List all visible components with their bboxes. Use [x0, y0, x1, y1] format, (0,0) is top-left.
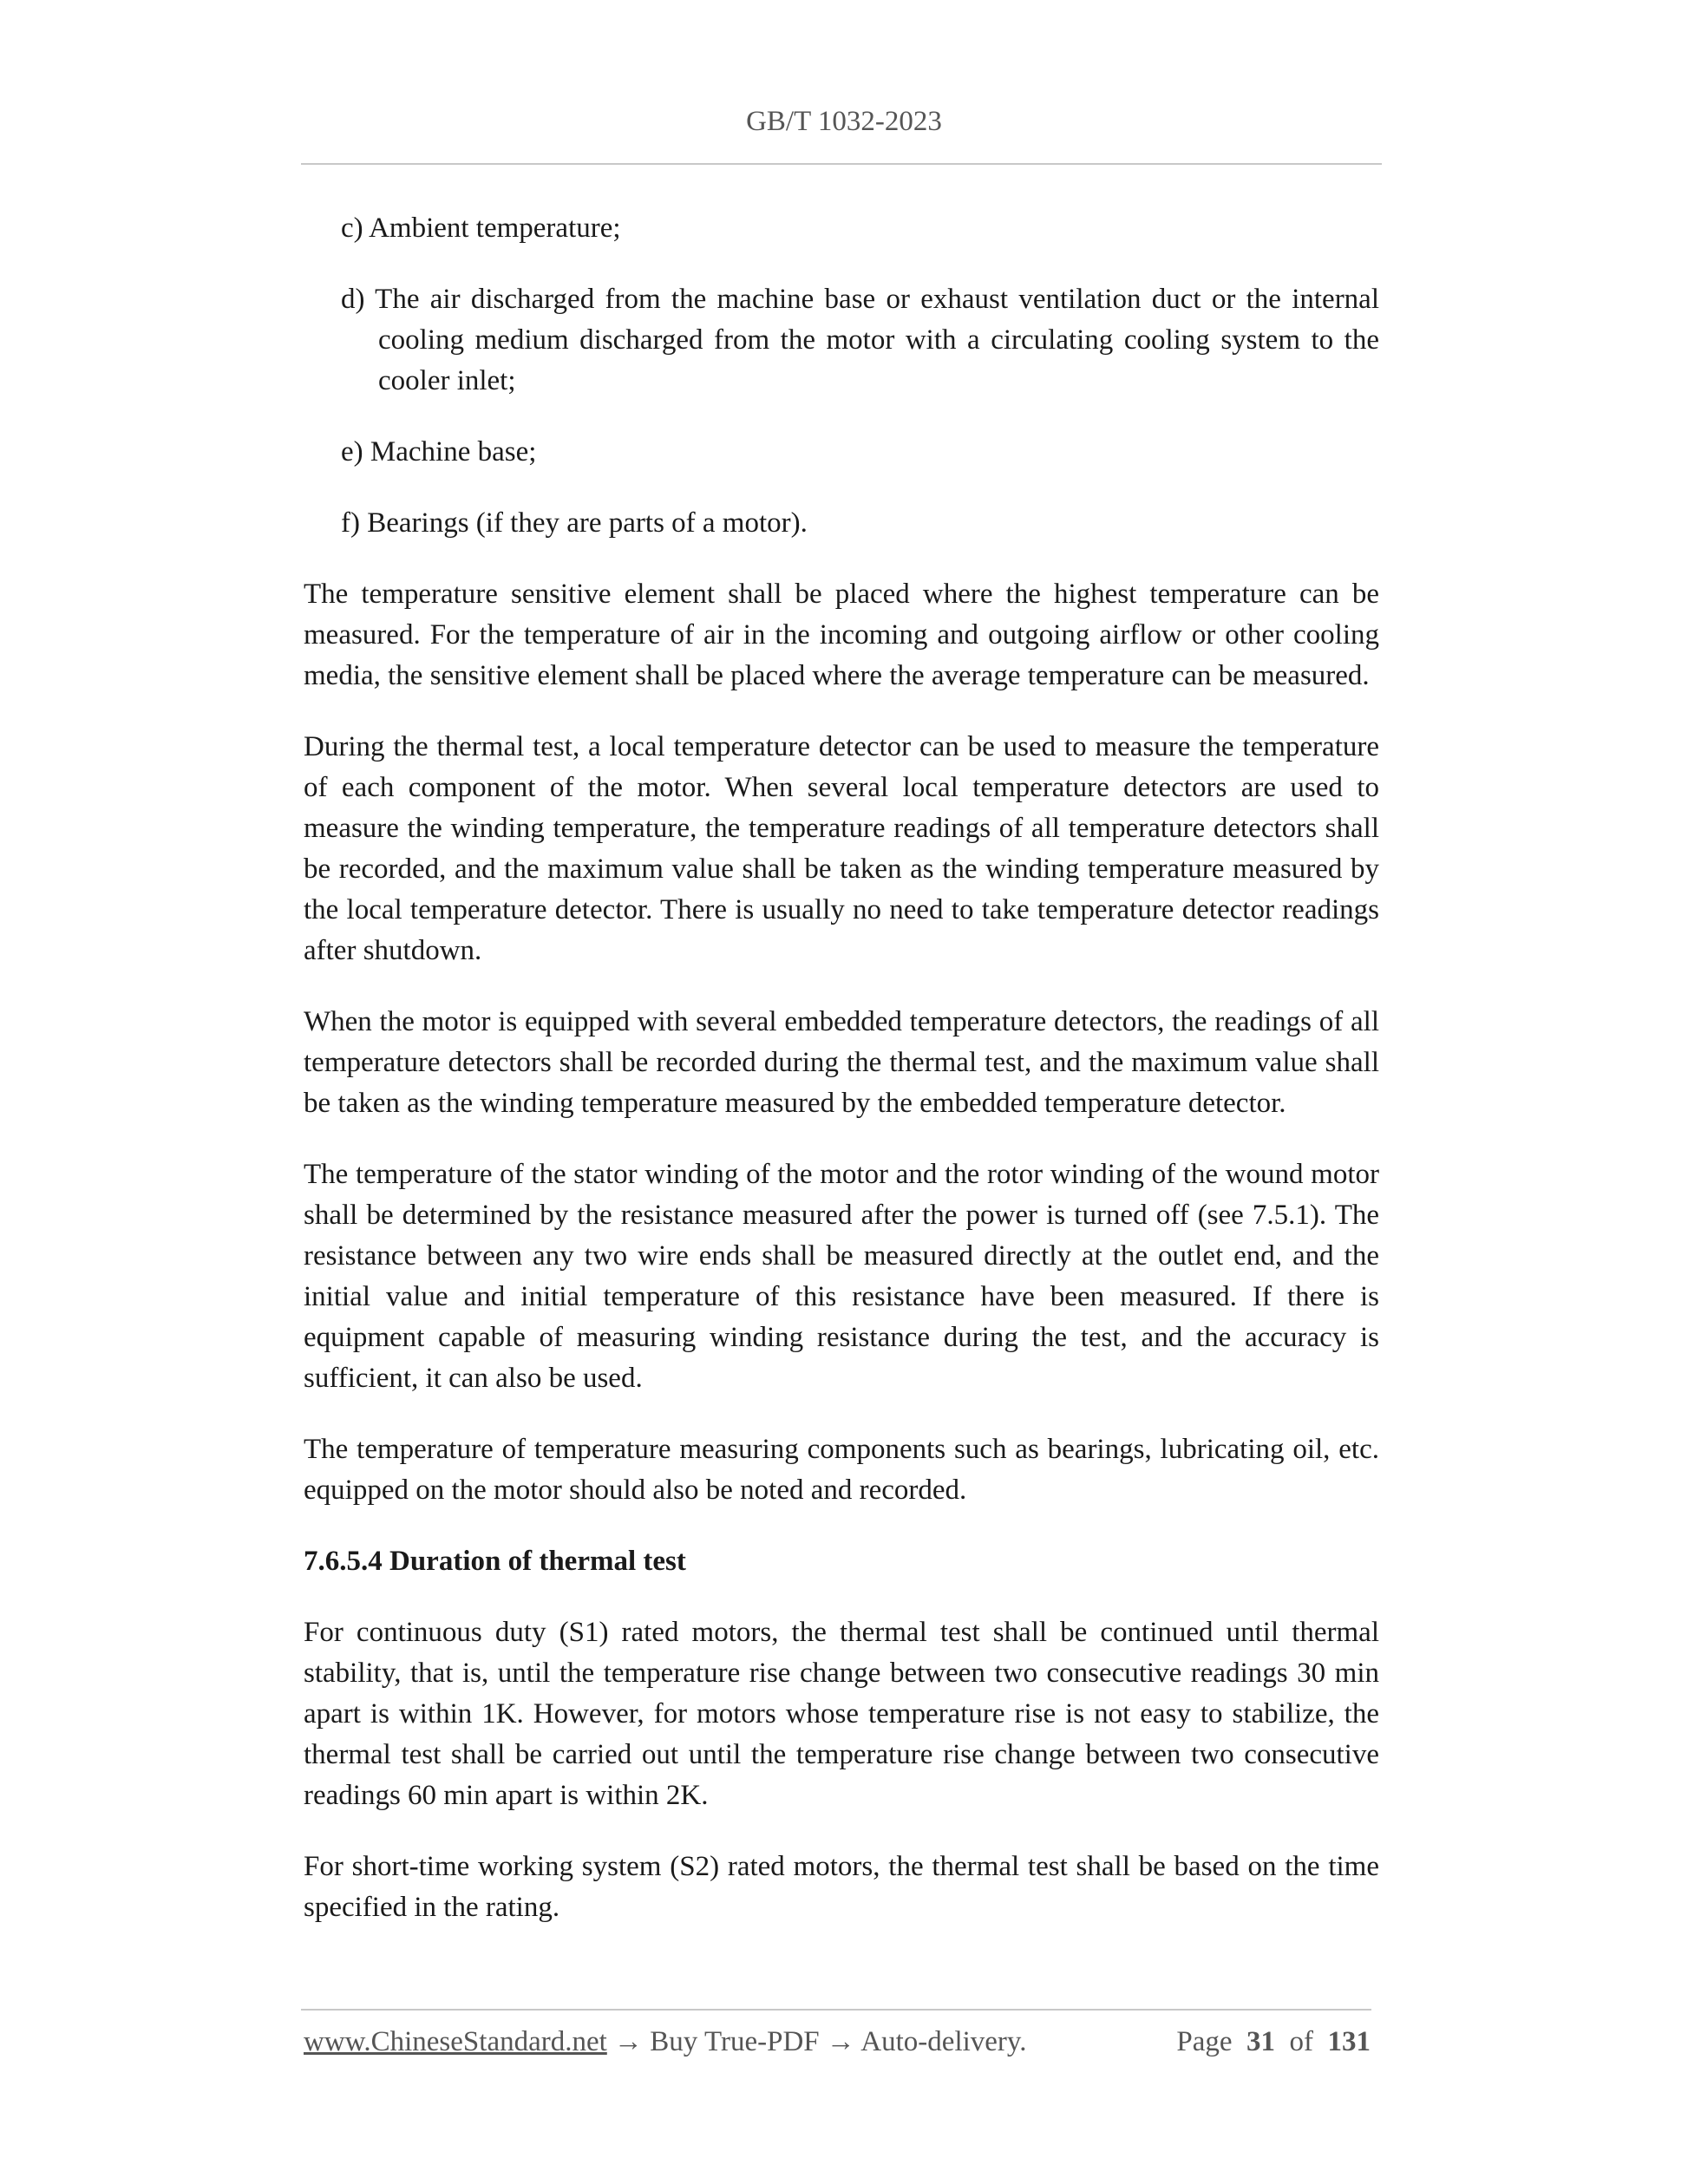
paragraph: The temperature sensitive element shall be placed where the highest temperature can be measured. For the temperature of air in the incoming and outgoing airflow or other cooling media, the sensitive element shall be placed where the average temperature can be measured.	[304, 579, 1379, 691]
list-item: d) The air discharged from the machine base or exhaust ventilation duct or the internal cooling medium discharged from the motor with a circulating cooling system to the cooler inlet;	[341, 284, 1379, 396]
page-body	[304, 208, 1379, 1958]
footer-tagline: → Buy True-PDF → Auto-delivery.	[606, 2026, 1027, 2057]
paragraph: When the motor is equipped with several embedded temperature detectors, the readings of all temperature detectors shall be recorded during the thermal test, and the maximum value shall be taken as the winding temperature measured by the embedded temperature detector.	[304, 1006, 1379, 1119]
page-number	[1176, 2026, 1371, 2058]
paragraph: For short-time working system (S2) rated motors, the thermal test shall be based on the time specified in the rating.	[304, 1851, 1379, 1923]
document-id-header: GB/T 1032-2023	[746, 106, 942, 137]
page-label: Page	[1176, 2026, 1233, 2057]
paragraph: During the thermal test, a local temperature detector can be used to measure the temperature of each component of the motor. When several local temperature detectors are used to measure the winding temperature, the temperature readings of all temperature detectors shall be recorded, and the maximum value shall be taken as the winding temperature measured by the local temperature detector. There is usually no need to take temperature detector readings after shutdown.	[304, 731, 1379, 966]
of-label: of	[1289, 2026, 1313, 2057]
header-divider	[301, 163, 1382, 165]
list-item: e) Machine base;	[341, 436, 537, 468]
list-item: f) Bearings (if they are parts of a motor).	[341, 507, 808, 539]
list-item: c) Ambient temperature;	[341, 213, 621, 244]
paragraph: The temperature of temperature measuring components such as bearings, lubricating oil, etc. equipped on the motor should also be noted and recorded.	[304, 1434, 1379, 1506]
page-footer	[304, 2026, 1371, 2070]
current-page: 31	[1246, 2026, 1275, 2057]
total-pages: 131	[1327, 2026, 1371, 2057]
website-link[interactable]: www.ChineseStandard.net	[304, 2026, 607, 2057]
footer-divider	[301, 2009, 1371, 2011]
paragraph: For continuous duty (S1) rated motors, the thermal test shall be continued until thermal stability, that is, until the temperature rise change between two consecutive readings 30 min apart is within 1K. However, for motors whose temperature rise is not easy to stabilize, the thermal test shall be carried out until the temperature rise change between two consecutive readings 60 min apart is within 2K.	[304, 1617, 1379, 1811]
section-heading: 7.6.5.4 Duration of thermal test	[304, 1546, 686, 1577]
paragraph: The temperature of the stator winding of the motor and the rotor winding of the wound motor shall be determined by the resistance measured after the power is turned off (see 7.5.1). The resistance between any two wire ends shall be measured directly at the outlet end, and the initial value and initial temperature of this resistance have been measured. If there is equipment capable of measuring winding resistance during the test, and the accuracy is sufficient, it can also be used.	[304, 1159, 1379, 1394]
footer-promo	[304, 2026, 1027, 2058]
